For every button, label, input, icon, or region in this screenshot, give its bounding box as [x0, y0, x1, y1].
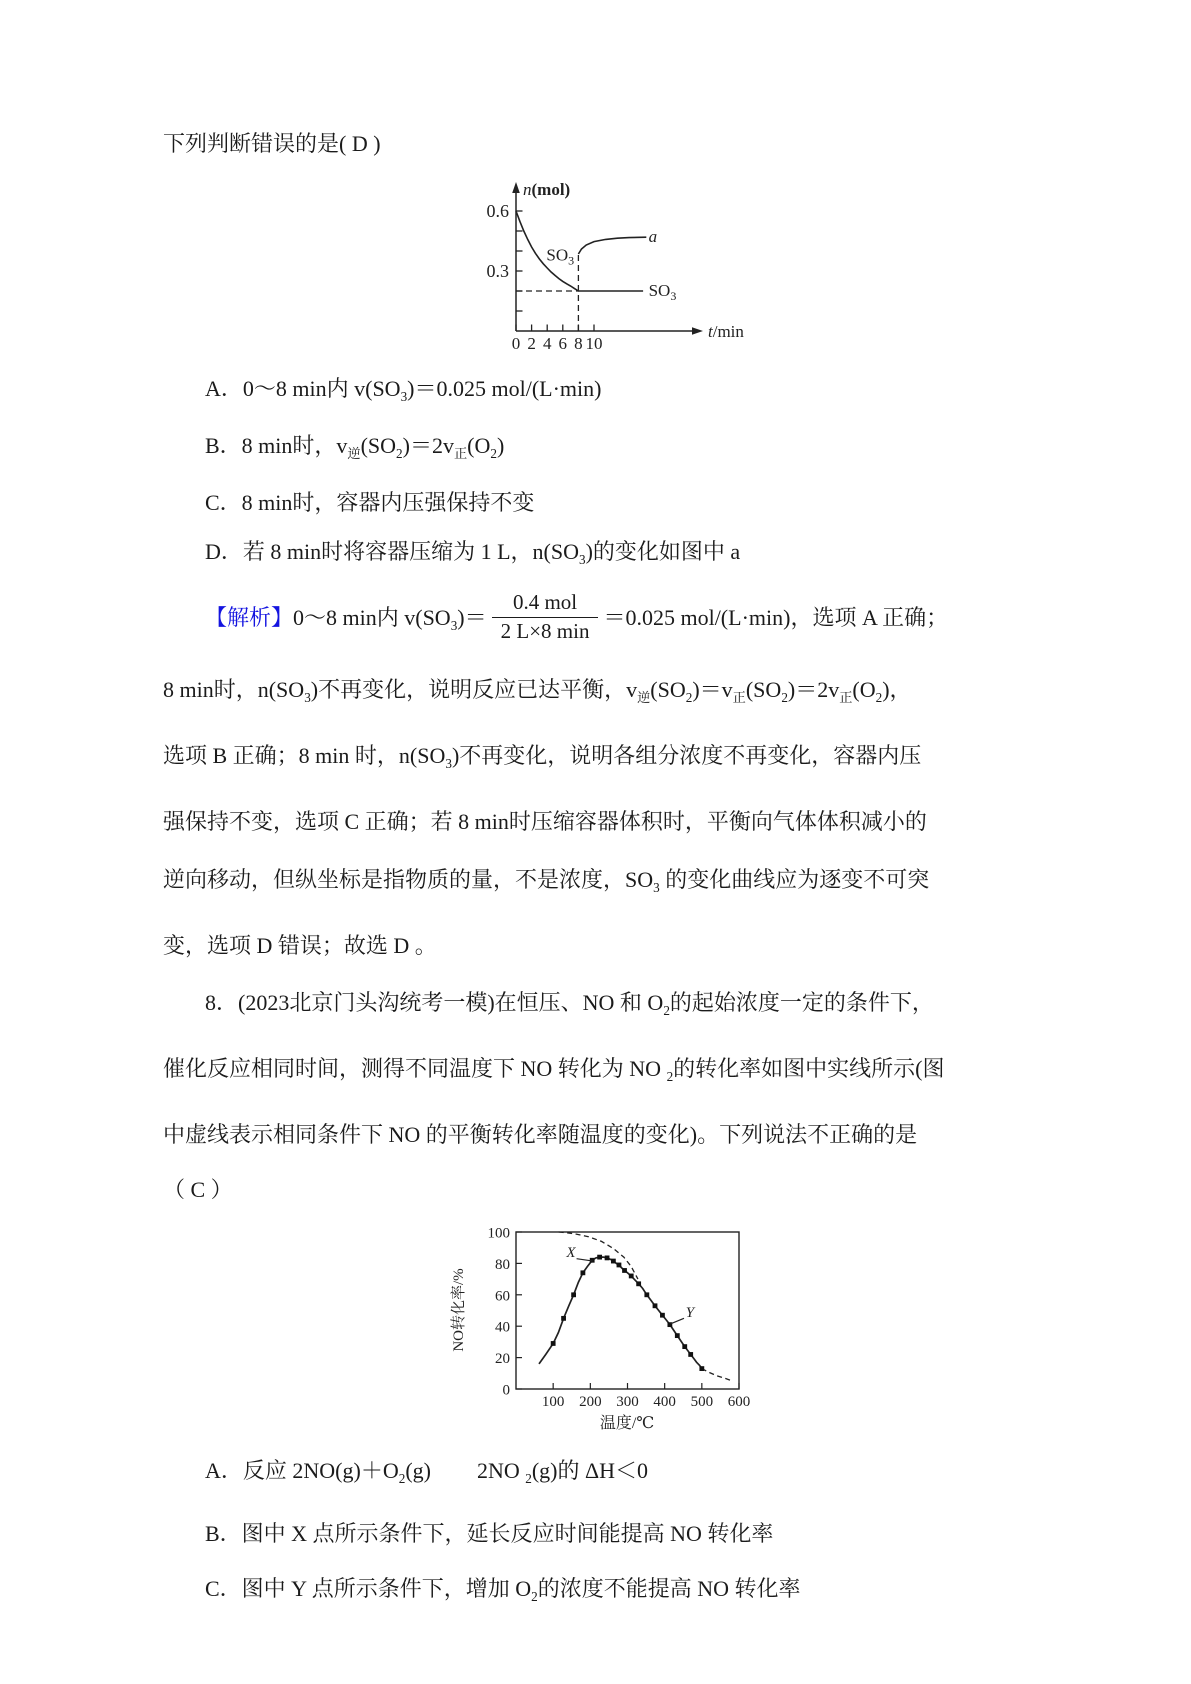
x-axis-arrow-icon: [692, 327, 703, 335]
x-tick-label: 300: [615, 1394, 639, 1411]
document-content: [163, 128, 1048, 1612]
data-marker: [652, 1304, 657, 1309]
q7-analysis-line-3: 选项 B 正确；8 min 时，$n(SO_3)$不再变化，说明各组分浓度不再变化，容器内压: [163, 743, 922, 772]
data-marker: [597, 1255, 602, 1260]
data-marker: [561, 1316, 566, 1321]
q7-option-d: D．若 8 min时将容器压缩为 1 L，$n(SO_3)$的变化如图中 a: [205, 539, 741, 568]
x-tick-label: 0: [511, 334, 520, 353]
q7-stem-line: 下列判断错误的是( D ): [163, 131, 381, 156]
data-marker: [674, 1334, 679, 1339]
fraction: $\frac{\text{0.4 mol}}{2 L\times 8 \min}$: [492, 590, 599, 644]
q7-chart-svg: [456, 173, 756, 363]
data-marker: [636, 1282, 641, 1287]
data-marker: [644, 1293, 649, 1298]
x-tick-label: 6: [558, 334, 567, 353]
q8-stem-line-2: 催化反应相同时间，测得不同温度下 NO 转化为 NO $_2$的转化率如图中实线所示(图: [163, 1056, 945, 1085]
x-tick-label: 400: [652, 1394, 676, 1411]
data-marker: [610, 1259, 615, 1264]
x-tick-label: 200: [578, 1394, 602, 1411]
x-tick-label: 10: [585, 334, 602, 353]
curve-label: $SO_3$: [648, 281, 676, 303]
measured-curve: [539, 1257, 702, 1369]
y-tick-label: 60: [494, 1288, 510, 1305]
y-tick-label: 0.3: [486, 261, 509, 281]
x-tick-label: 600: [727, 1394, 750, 1411]
q8-answer-line: （ C ）: [163, 1177, 233, 1203]
y-axis-arrow-icon: [512, 182, 520, 193]
x-tick-label: 4: [542, 334, 551, 353]
data-marker: [580, 1271, 585, 1276]
q8-option-a: A．反应 $2NO(g)+O_2(g)$ 2NO $_2$(g)的 ΔH＜0: [205, 1458, 649, 1487]
data-marker: [699, 1367, 704, 1372]
q7-analysis-line-1: 【解析】0～8 min内 $v(SO_3)=$ $\frac{\text{0.4 mol}}{2 L\times 8 \min}$ ＝0.025 mol/(L·min)，选项 A 正确；: [205, 590, 949, 643]
data-marker: [688, 1352, 693, 1357]
y-tick-label: 0: [502, 1382, 510, 1399]
q8-stem-line-3: 中虚线表示相同条件下 NO 的平衡转化率随温度的变化)。下列说法不正确的是: [163, 1122, 918, 1148]
q7-analysis-line-5: 逆向移动，但纵坐标是指物质的量，不是浓度，$SO_3$ 的变化曲线应为逐变不可突: [163, 867, 930, 896]
q7-figure: [163, 173, 1048, 363]
y-tick-label: 0.6: [486, 201, 509, 221]
data-marker: [628, 1274, 633, 1279]
y-tick-label: 40: [494, 1320, 510, 1337]
q8-option-b: B．图中 X 点所示条件下，延长反应时间能提高 NO 转化率: [205, 1521, 774, 1547]
y-axis-title: n(mol): [522, 180, 570, 199]
q7-option-c: C．8 min时，容器内压强保持不变: [205, 490, 535, 516]
data-marker: [622, 1268, 627, 1273]
y-axis-title: NO转化率/%: [450, 1268, 467, 1353]
q8-figure: [163, 1217, 1048, 1439]
q8-option-c: C．图中 Y 点所示条件下，增加 $O_2$的浓度不能提高 NO 转化率: [205, 1576, 801, 1605]
x-tick-label: 2: [526, 334, 536, 353]
q8-stem-line-1: 8．(2023北京门头沟统考一模)在恒压、NO 和 $O_2$的起始浓度一定的条件下，: [205, 990, 934, 1019]
y-tick-label: 100: [487, 1225, 510, 1242]
measured-dashed-tail: [701, 1369, 730, 1381]
annotation-Y: Y: [685, 1305, 694, 1322]
data-marker: [604, 1256, 609, 1261]
q7-analysis-line-2: 8 min时，$n(SO_3)$不再变化，说明反应已达平衡，$v_逆(SO_2)=v_正(SO_2)=2v_正(O_2)$，: [163, 677, 912, 706]
annotation-line: [670, 1319, 683, 1324]
annotation-X: X: [565, 1245, 576, 1262]
q7-analysis-line-6: 变，选项 D 错误；故选 D 。: [163, 933, 437, 959]
x-axis-title: 温度/℃: [599, 1415, 654, 1433]
q7-analysis-line-4: 强保持不变，选项 C 正确；若 8 min时压缩容器体积时，平衡向气体体积减小的: [163, 809, 927, 835]
data-marker: [550, 1341, 555, 1346]
curve-label: $SO_3$: [545, 245, 574, 268]
q7-option-b: B．8 min时，$v_逆(SO_2)=2v_正(O_2)$: [205, 433, 505, 462]
data-marker: [571, 1293, 576, 1298]
q8-chart-svg: [441, 1217, 771, 1439]
q7-option-a: A．0～8 min内 $v(SO_3)=0.025$ mol/(L·min): [205, 376, 602, 405]
data-marker: [660, 1313, 665, 1318]
x-tick-label: 100: [541, 1394, 564, 1411]
data-marker: [682, 1345, 687, 1350]
x-tick-label: 8: [573, 334, 583, 353]
x-axis-title: t/min: [707, 322, 744, 341]
data-marker: [616, 1263, 621, 1268]
plot-box: [516, 1232, 739, 1389]
y-tick-label: 80: [494, 1257, 510, 1274]
a-curve: [578, 237, 646, 254]
x-tick-label: 500: [690, 1394, 713, 1411]
curve-label: a: [648, 227, 657, 246]
y-tick-label: 20: [494, 1351, 510, 1368]
